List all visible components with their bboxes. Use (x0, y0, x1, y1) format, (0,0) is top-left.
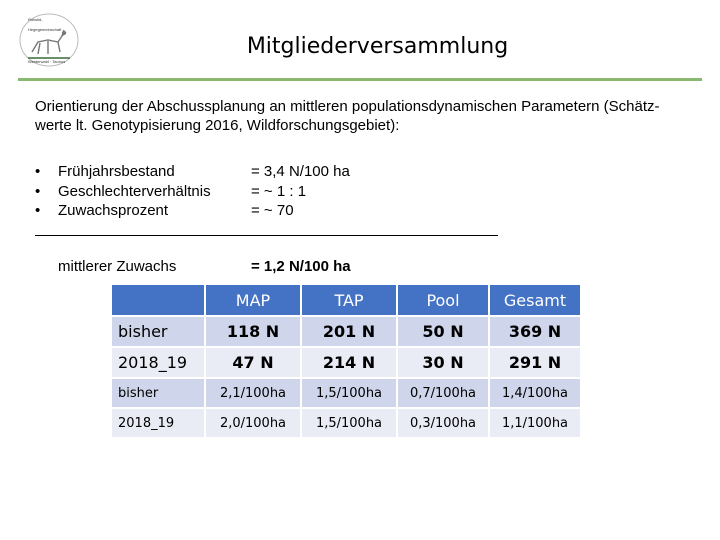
table-cell: 50 N (398, 317, 490, 348)
parameter-value: = ~ 70 (251, 202, 294, 219)
logo-text-line-1: Rotwild- (28, 17, 43, 22)
table-cell: 0,3/100ha (398, 409, 490, 439)
parameter-list (35, 162, 515, 221)
table-row (112, 409, 582, 439)
parameter-value: = 3,4 N/100 ha (251, 163, 350, 180)
separator-line (35, 235, 498, 236)
table-cell: 1,5/100ha (302, 409, 398, 439)
parameter-item (35, 162, 515, 182)
intro-paragraph: Orientierung der Abschussplanung an mittleren populationsdynamischen Parametern (Schätz-werte lt. Genotypisierung 2016, Wildforschungsgebiet): (35, 98, 660, 134)
slide-title: Mitgliederversammlung (246, 34, 509, 59)
table-cell: 1,5/100ha (302, 379, 398, 409)
column-header: MAP (206, 285, 302, 317)
table-header-row (112, 285, 582, 317)
logo-text-line-3: Westerwald · Taunus (28, 59, 66, 64)
table-row (112, 317, 582, 348)
table-cell: 214 N (302, 348, 398, 379)
row-label: 2018_19 (112, 348, 206, 379)
bullet-marker: • (35, 202, 41, 219)
table-cell: 201 N (302, 317, 398, 348)
table-cell: 1,1/100ha (490, 409, 582, 439)
table-cell: 2,0/100ha (206, 409, 302, 439)
column-header: Gesamt (490, 285, 582, 317)
parameter-value: = ~ 1 : 1 (251, 182, 307, 200)
summary-value: = 1,2 N/100 ha (251, 258, 351, 275)
parameter-item (35, 201, 515, 221)
table-cell: 30 N (398, 348, 490, 379)
title-divider (18, 78, 702, 81)
table-cell: 369 N (490, 317, 582, 348)
table-cell: 2,1/100ha (206, 379, 302, 409)
harvest-table (112, 285, 582, 439)
parameter-item (35, 182, 515, 202)
table-cell: 0,7/100ha (398, 379, 490, 409)
table-row (112, 348, 582, 379)
table-cell: 291 N (490, 348, 582, 379)
logo-text-line-2: Hegegemeinschaft (28, 27, 62, 32)
table-cell: 118 N (206, 317, 302, 348)
bullet-marker: • (35, 182, 41, 200)
row-label: 2018_19 (112, 409, 206, 439)
table-row (112, 379, 582, 409)
parameter-label: Geschlechterverhältnis (58, 182, 211, 200)
table-cell: 47 N (206, 348, 302, 379)
row-label: bisher (112, 379, 206, 409)
summary-label: mittlerer Zuwachs (58, 258, 177, 275)
column-header: TAP (302, 285, 398, 317)
bullet-marker: • (35, 163, 41, 180)
parameter-label: Zuwachsprozent (58, 202, 169, 219)
parameter-label: Frühjahrsbestand (58, 163, 175, 180)
column-header: Pool (398, 285, 490, 317)
row-label: bisher (112, 317, 206, 348)
column-header (112, 285, 206, 317)
table-cell: 1,4/100ha (490, 379, 582, 409)
